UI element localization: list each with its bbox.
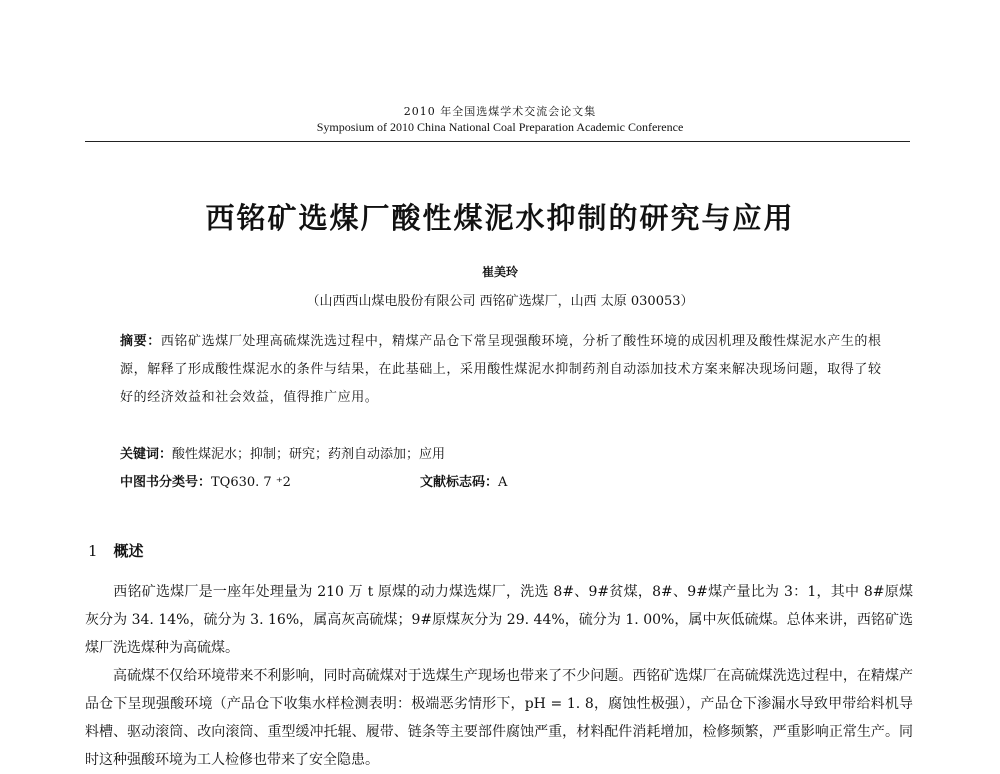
running-header-cn: 2010 年全国选煤学术交流会论文集 [403,105,597,118]
body-paragraph-1 [85,578,913,662]
section-title: 概述 [113,542,144,560]
abstract-text: 西铭矿选煤厂处理高硫煤洗选过程中，精煤产品仓下常呈现强酸环境，分析了酸性环境的成因机理及酸性煤泥水产生的根源，解释了形成酸性煤泥水的条件与结果，在此基础上，采用酸性煤泥水抑制药剂自动添加技术方案来解决现场问题，取得了较好的经济效益和社会效益，值得推广应用。 [120,334,882,405]
header-rule [85,141,910,142]
affiliation: （山西西山煤电股份有限公司 西铭矿选煤厂，山西 太原 030053） [306,294,694,309]
section-heading [88,540,144,561]
abstract-label: 摘要： [120,334,161,349]
keywords [120,441,890,469]
section-number: 1 [88,542,98,560]
paper-title: 西铭矿选煤厂酸性煤泥水抑制的研究与应用 [205,201,795,235]
abstract [120,328,890,412]
classification-value: TQ630. 7 ⁺2 [211,475,291,490]
classification-label: 中图书分类号： [120,475,212,490]
keywords-label: 关键词： [120,447,173,462]
keywords-text: 酸性煤泥水；抑制；研究；药剂自动添加；应用 [172,447,446,462]
author: 崔美玲 [481,265,518,279]
running-header-en: Symposium of 2010 China National Coal Preparation Academic Conference [316,120,684,134]
document-code [420,469,507,497]
body-paragraph-2 [85,662,913,774]
paragraph-2-text: 高硫煤不仅给环境带来不利影响，同时高硫煤对于选煤生产现场也带来了不少问题。西铭矿选煤厂在高硫煤洗选过程中，在精煤产品仓下呈现强酸环境（产品仓下收集水样检测表明：极端恶劣情形下，pH = 1. 8，腐蚀性极强），产品仓下渗漏水导致甲带给料机导料槽、驱动滚筒、改向滚筒、重型缓冲托辊、履带、链条等主要部件腐蚀严重，材料配件消耗增加，检修频繁，严重影响正常生产。同时这种强酸环境为工人检修也带来了安全隐患。 [85,668,913,768]
document-code-value: A [498,475,508,490]
document-code-label: 文献标志码： [420,475,499,490]
paragraph-1-text: 西铭矿选煤厂是一座年处理量为 210 万 t 原煤的动力煤选煤厂，洗选 8#、9#贫煤，8#、9#煤产量比为 3：1，其中 8#原煤灰分为 34. 14%，硫分为 3. 16%，属高灰高硫煤；9#原煤灰分为 29. 44%，硫分为 1. 00%，属中灰低硫煤。总体来讲，西铭矿选煤厂洗选煤种为高硫煤。 [85,584,913,656]
